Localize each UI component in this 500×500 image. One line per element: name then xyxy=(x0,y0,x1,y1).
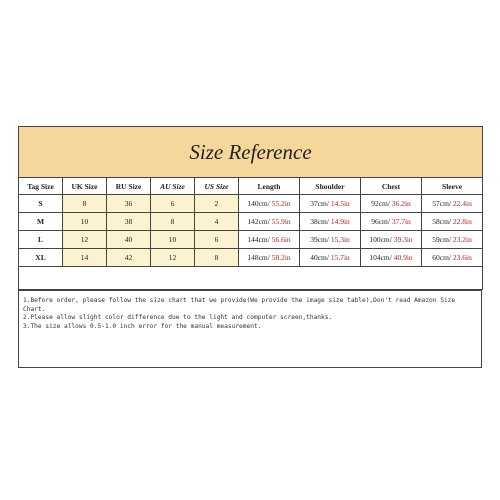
length-in: 56.6in xyxy=(271,235,291,244)
header-us-size: US Size xyxy=(195,178,239,195)
note-1: 1.Before order, please follow the size chart that we provide(We provide the image size table),Don't read Amazon Size Chart. xyxy=(23,297,456,313)
sleeve-cm: 57cm/ xyxy=(432,199,451,208)
length-in: 58.2in xyxy=(271,253,291,262)
uk-size-cell: 8 xyxy=(63,195,107,213)
uk-size-cell: 10 xyxy=(63,213,107,231)
chest-cm: 92cm/ xyxy=(371,199,390,208)
shoulder-cm: 37cm/ xyxy=(310,199,329,208)
length-in: 55.2in xyxy=(271,199,291,208)
ru-size-cell: 38 xyxy=(107,213,151,231)
table-row xyxy=(19,249,483,267)
chest-cell xyxy=(361,249,422,267)
size-reference-sheet xyxy=(18,126,482,368)
tag-size-cell: L xyxy=(19,231,63,249)
header-au-size: AU Size xyxy=(151,178,195,195)
note-2: 2.Please allow slight color difference due to the light and computer screen,thanks. xyxy=(23,314,333,321)
shoulder-in: 15.7in xyxy=(330,253,350,262)
table-row xyxy=(19,231,483,249)
shoulder-cell xyxy=(300,231,361,249)
header-uk-size: UK Size xyxy=(63,178,107,195)
tag-size-cell: M xyxy=(19,213,63,231)
au-size-cell: 12 xyxy=(151,249,195,267)
sleeve-cell xyxy=(422,195,483,213)
shoulder-in: 15.3in xyxy=(330,235,350,244)
sleeve-in: 23.2in xyxy=(452,235,472,244)
size-table xyxy=(18,126,483,290)
header-row xyxy=(19,178,483,195)
ru-size-cell: 40 xyxy=(107,231,151,249)
length-cell xyxy=(239,249,300,267)
tag-size-cell: XL xyxy=(19,249,63,267)
sleeve-cm: 59cm/ xyxy=(432,235,451,244)
us-size-cell: 6 xyxy=(195,231,239,249)
shoulder-in: 14.9in xyxy=(330,217,350,226)
notes-box xyxy=(18,290,482,368)
chest-in: 40.9in xyxy=(393,253,413,262)
header-tag-size: Tag Size xyxy=(19,178,63,195)
spacer-cell xyxy=(19,267,483,290)
ru-size-cell: 36 xyxy=(107,195,151,213)
chest-cell xyxy=(361,231,422,249)
table-title: Size Reference xyxy=(19,127,483,178)
sleeve-in: 22.8in xyxy=(452,217,472,226)
au-size-cell: 10 xyxy=(151,231,195,249)
header-ru-size: RU Size xyxy=(107,178,151,195)
shoulder-in: 14.5in xyxy=(330,199,350,208)
shoulder-cm: 40cm/ xyxy=(310,253,329,262)
length-cell xyxy=(239,195,300,213)
shoulder-cell xyxy=(300,213,361,231)
length-cell xyxy=(239,231,300,249)
header-length: Length xyxy=(239,178,300,195)
chest-cm: 104cm/ xyxy=(369,253,392,262)
length-cm: 142cm/ xyxy=(247,217,270,226)
chest-cm: 96cm/ xyxy=(371,217,390,226)
chest-in: 39.3in xyxy=(393,235,413,244)
us-size-cell: 2 xyxy=(195,195,239,213)
chest-in: 36.2in xyxy=(391,199,411,208)
header-shoulder: Shoulder xyxy=(300,178,361,195)
sleeve-in: 23.6in xyxy=(452,253,472,262)
uk-size-cell: 14 xyxy=(63,249,107,267)
table-row xyxy=(19,195,483,213)
sleeve-in: 22.4in xyxy=(452,199,472,208)
sleeve-cm: 58cm/ xyxy=(432,217,451,226)
sleeve-cell xyxy=(422,213,483,231)
au-size-cell: 6 xyxy=(151,195,195,213)
chest-cell xyxy=(361,213,422,231)
note-3: 3.The size allows 0.5-1.0 inch error for the manual measurement. xyxy=(23,322,262,330)
header-sleeve: Sleeve xyxy=(422,178,483,195)
sleeve-cm: 60cm/ xyxy=(432,253,451,262)
length-cell xyxy=(239,213,300,231)
tag-size-cell: S xyxy=(19,195,63,213)
table-row xyxy=(19,213,483,231)
us-size-cell: 4 xyxy=(195,213,239,231)
au-size-cell: 8 xyxy=(151,213,195,231)
spacer-row xyxy=(19,267,483,290)
shoulder-cell xyxy=(300,249,361,267)
uk-size-cell: 12 xyxy=(63,231,107,249)
chest-in: 37.7in xyxy=(391,217,411,226)
length-in: 55.9in xyxy=(271,217,291,226)
sleeve-cell xyxy=(422,231,483,249)
chest-cm: 100cm/ xyxy=(369,235,392,244)
chest-cell xyxy=(361,195,422,213)
ru-size-cell: 42 xyxy=(107,249,151,267)
us-size-cell: 8 xyxy=(195,249,239,267)
length-cm: 148cm/ xyxy=(247,253,270,262)
shoulder-cm: 38cm/ xyxy=(310,217,329,226)
length-cm: 144cm/ xyxy=(247,235,270,244)
sleeve-cell xyxy=(422,249,483,267)
length-cm: 140cm/ xyxy=(247,199,270,208)
header-chest: Chest xyxy=(361,178,422,195)
shoulder-cm: 39cm/ xyxy=(310,235,329,244)
shoulder-cell xyxy=(300,195,361,213)
